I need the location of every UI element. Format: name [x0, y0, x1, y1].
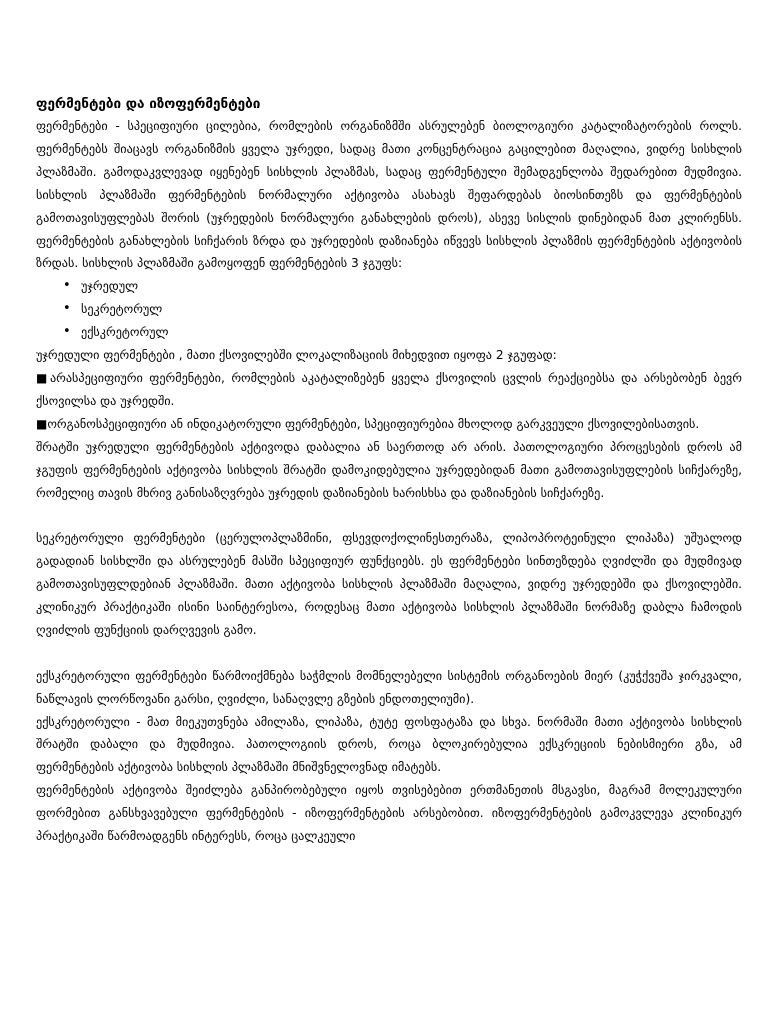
list-item-excretory: • ექსკრეტორულ: [63, 321, 742, 344]
paragraph-intro: ფერმენტები - სპეციფიური ცილებია, რომლების ორგანიზმში ასრულებენ ბიოლოგიური კატალიზატორების როლს. ფერმენტებს შიაცავს ორგანიზმის ყველა უჯრედი, სადაც მათი კონცენტრაცია გაცილებით მაღალია, ვიდრე სისხლის პლაზმაში. გამოდაკვლევად იყენებენ სისხლის პლაზმას, სადაც ფერმენტული შემადგენლობა შედარებით მუდმივია. სისხლის პლაზმაში ფერმენტების ნორმალური აქტივობა ასახავს შეფარდებას ბიოსინთეზს და ფერმენტების გამოთავისუფლებას შორის (უჯრედების ნორმალური განახლების დროს), ასევე სისლის დინებიდან მათ კლირენსს. ფერმენტების განახლების სიჩქარის ზრდა და უჯრედების დაზიანება იწვევს სისხლის პლაზმის ფერმენტების აქტივობის ზრდას. სისხლის პლაზმაში გამოყოფენ ფერმენტების 3 ჯგუფს:: [36, 119, 742, 271]
paragraph-excretory-examples: ექსკრეტორული - მათ მიეკუთვნება ამილაზა, ლიპაზა, ტუტე ფოსფატაზა და სხვა. ნორმაში მათი აქტივობა სისხლის შრატში დაბალი და მუდმივია. პათოლოგიის დროს, როცა ბლოკირებულია ექსკრეციის ნებისმიერი გზა, ამ ფერმენტების აქტივობა სისხლის პლაზმაში მნიშვნელოვნად იმატებს.: [36, 714, 742, 775]
paragraph-nonspecific-text: არასპეციფიური ფერმენტები, რომლების აკატალიზებენ ყველა ქსოვილის ცვლის რეაქციებსა და არსებობენ ბევრ ქსოვილსა და უჯრედში.: [36, 370, 742, 408]
paragraph-isoenzymes: ფერმენტების აქტივობა შეიძლება განპირობებული იყოს თვისებებით ერთმანეთის მსგავსი, მაგრამ მოლეკულური ფორმებით განსხვავებული ფერმენტების - იზოფერმენტების არსებობით. იზოფერმენტების გამოკვლევა კლინიკურ პრაქტიკაში წარმოადგენს ინტერესს, როცა ცალკეული: [36, 783, 742, 844]
list-item-secretory: • სეკრეტორულ: [63, 298, 742, 321]
square-bullet-marker: ■: [36, 370, 50, 385]
document-page: [36, 93, 742, 848]
paragraph-nonspecific: [36, 367, 742, 413]
paragraph-gap: [36, 504, 742, 527]
document-title: ფერმენტები და იზოფერმენტები: [36, 96, 261, 112]
paragraph-secretory: სეკრეტორული ფერმენტები (ცერულოპლაზმინი, ფსევდოქოლინესთერაზა, ლიპოპროტეინული ლიპაზა) უშუალოდ გადადიან სისხლში და ასრულებენ მასში სპეციფიურ ფუნქციებს. ეს ფერმენტები სინთეზდება ღვიძლში და მუდმივად გამოთავისუფლდებიან პლაზმაში. მათი აქტივობა სისხლის პლაზმაში მაღალია, ვიდრე უჯრედებში და ქსოვილებში. კლინიკურ პრაქტიკაში ისინი საინტერესოა, როდესაც მათი აქტივობა სისხლის პლაზმაში ნორმაზე დაბლა ჩამოდის ღვიძლის ფუნქციის დარღვევის გამო.: [36, 531, 742, 637]
square-bullet-marker: ■: [36, 416, 48, 431]
paragraph-organ-specific: [36, 413, 742, 436]
paragraph-gap: [36, 642, 742, 665]
paragraph-serum-activity: შრატში უჯრედული ფერმენტების აქტივოდა დაბალია ან საერთოდ არ არის. პათოლოგიური პროცესების დროს ამ ჯგუფის ფერმენტების აქტივობა სისხლის შრატში დამოკიდებულია უჯრედებიდან მათი გამოთავისუფლების სიჩქარეზე, რომელიც თავის მხრივ განისაზღვრება უჯრედის დაზიანების ხარისხსა და დაზიანების სიჩქარეზე.: [36, 439, 742, 500]
enzyme-groups-list: [36, 275, 742, 344]
list-item-cellular: • უჯრედულ: [63, 275, 742, 298]
paragraph-cellular-groups: უჯრედული ფერმენტები , მათი ქსოვილებში ლოკალიზაციის მიხედვით იყოფა 2 ჯგუფად:: [36, 348, 557, 363]
paragraph-organ-specific-text: ორგანოსპეციფიური ან ინდიკატორული ფერმენტები, სპეციფიურებია მხოლოდ გარკვეული ქსოვილებისათვის.: [47, 416, 700, 431]
paragraph-excretory-origin: ექსკრეტორული ფერმენტები წარმოიქმნება საჭმლის მომნელებელი სისტემის ორგანოების მიერ (კუჭქვეშა ჯირკვალი, ნაწლავის ლორწოვანი გარსი, ღვიძლი, სანაღვლე გზების ენდოთელიუმი).: [36, 668, 742, 706]
